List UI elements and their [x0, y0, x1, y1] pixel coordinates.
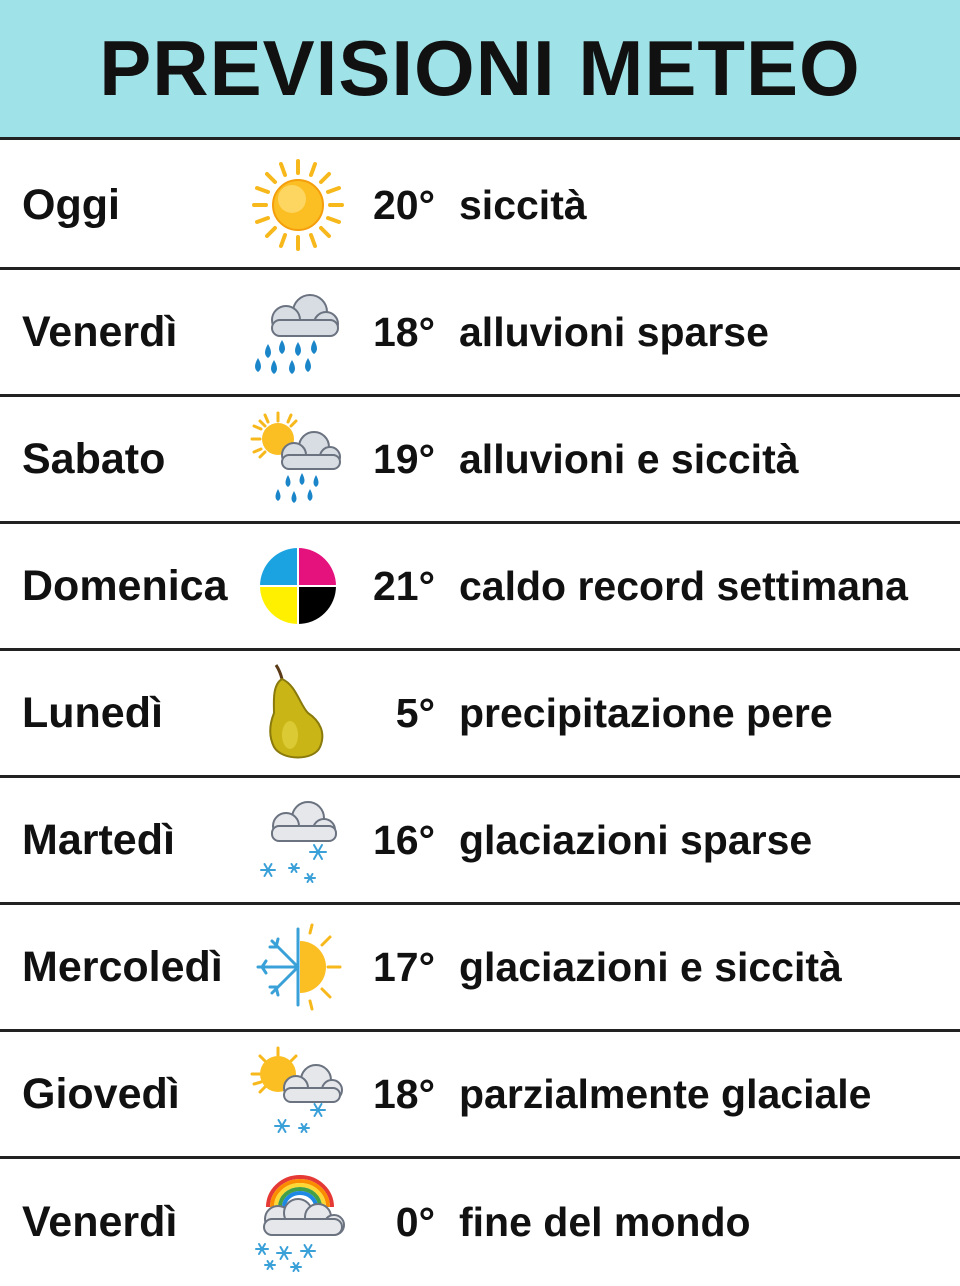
- temperature: 18°: [372, 308, 435, 355]
- temperature: 19°: [372, 435, 435, 482]
- sun-rain-cloud-icon: [248, 409, 348, 509]
- day-label: Oggi: [22, 180, 120, 229]
- temperature: 16°: [372, 816, 435, 863]
- day-label: Venerdì: [22, 1198, 178, 1246]
- page-title: PREVISIONI METEO: [99, 24, 861, 112]
- sun-icon: [248, 155, 348, 255]
- day-label: Sabato: [22, 434, 166, 483]
- forecast-description: precipitazione pere: [459, 689, 833, 736]
- day-label: Martedì: [22, 815, 175, 864]
- sun-snow-cloud-icon: [248, 1044, 348, 1144]
- snow-cloud-icon: [248, 790, 348, 890]
- forecast-description: glaciazioni e siccità: [459, 943, 842, 990]
- pear-icon: [248, 663, 348, 763]
- forecast-row: [0, 651, 960, 778]
- temperature: 18°: [372, 1070, 435, 1117]
- forecast-description: glaciazioni sparse: [459, 816, 813, 863]
- forecast-description: alluvioni e siccità: [459, 435, 799, 482]
- forecast-row: [0, 397, 960, 524]
- forecast-description: caldo record settimana: [459, 562, 908, 609]
- forecast-row: [0, 270, 960, 397]
- temperature: 5°: [395, 689, 435, 736]
- forecast-row: [0, 1032, 960, 1159]
- forecast-row: [0, 1159, 960, 1286]
- forecast-row: [0, 143, 960, 270]
- temperature: 21°: [372, 562, 435, 609]
- forecast-row: [0, 778, 960, 905]
- forecast-description: fine del mondo: [459, 1199, 751, 1245]
- forecast-description: parzialmente glaciale: [459, 1070, 872, 1117]
- forecast-table: [0, 143, 960, 1286]
- temperature: 17°: [372, 943, 435, 990]
- temperature: 0°: [395, 1199, 435, 1245]
- rainbow-snow-cloud-icon: [248, 1173, 348, 1273]
- forecast-row: [0, 524, 960, 651]
- day-label: Venerdì: [22, 307, 178, 356]
- day-label: Lunedì: [22, 688, 163, 737]
- day-label: Giovedì: [22, 1069, 180, 1118]
- forecast-row: [0, 905, 960, 1032]
- day-label: Mercoledì: [22, 942, 223, 991]
- day-label: Domenica: [22, 561, 228, 610]
- half-snowflake-half-sun-icon: [248, 917, 348, 1017]
- rain-cloud-icon: [248, 282, 348, 382]
- forecast-description: siccità: [459, 181, 587, 228]
- cmyk-registration-icon: [248, 536, 348, 636]
- forecast-description: alluvioni sparse: [459, 308, 769, 355]
- header-banner: [0, 0, 960, 140]
- temperature: 20°: [372, 181, 435, 228]
